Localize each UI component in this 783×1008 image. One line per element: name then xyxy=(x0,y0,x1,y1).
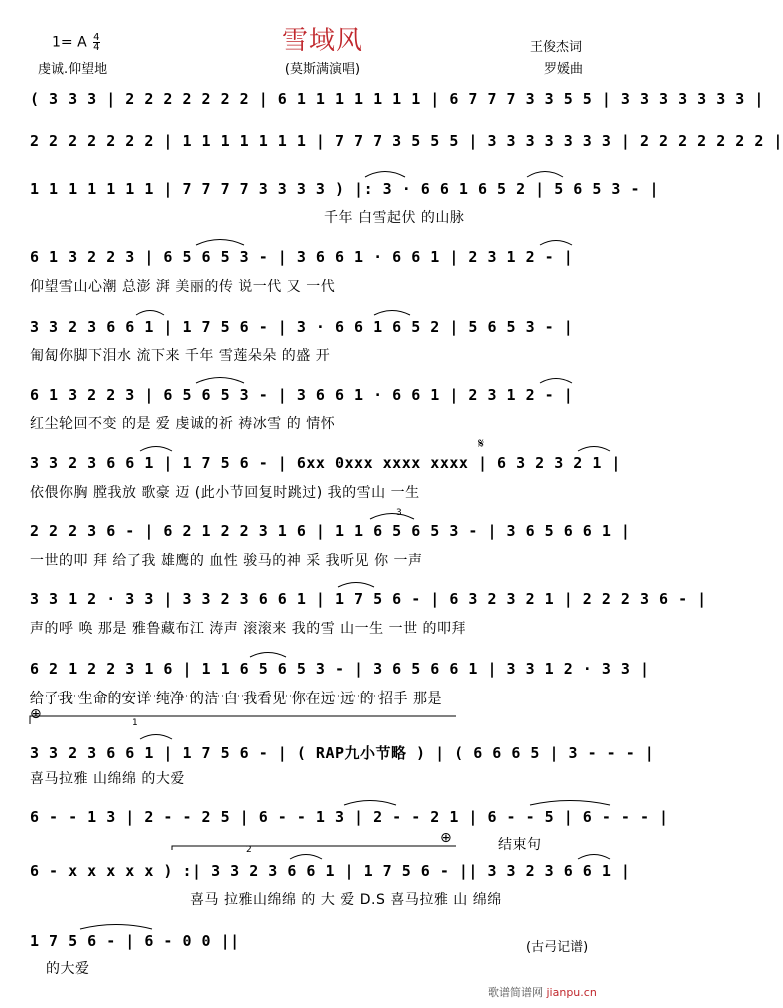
time-top: 4 xyxy=(93,32,100,43)
lyric-line: 给了我 生命的安详 纯净 的洁 白 我看见 你在远 远 的 招手 那是 xyxy=(30,691,443,707)
lyric-line: 一世的叩 拜 给了我 雄鹰的 血性 骏马的神 采 我听见 你 一声 xyxy=(30,553,423,569)
notation-line: 6 1 3 2 2 3 | 6 5 6 5 3 - | 3 6 6 1 · 6 6 1 | 2 3 1 2 - | xyxy=(30,386,574,404)
lyric-line: 声的呼 唤 那是 雅鲁藏布江 涛声 滚滚来 我的雪 山一生 一世 的叩拜 xyxy=(30,621,467,637)
notation-line: 2 2 2 3 6 - | 6 2 1 2 2 3 1 6 | 1 1 6 5 6 5 3 - | 3 6 5 6 6 1 | xyxy=(30,522,631,540)
lyricist: 王俊杰词 xyxy=(530,40,583,55)
tie-arc xyxy=(344,801,396,806)
tie-arc xyxy=(140,447,172,452)
coda-mark-ending: ⊕ xyxy=(440,830,452,846)
tie-arc xyxy=(196,240,244,246)
lyric-line: 匍匐你脚下泪水 流下来 千年 雪莲朵朵 的盛 开 xyxy=(30,348,331,364)
page-subtitle: (莫斯满演唱) xyxy=(284,62,361,77)
notation-line: 3 3 1 2 · 3 3 | 3 3 2 3 6 6 1 | 1 7 5 6 - | 6 3 2 3 2 1 | 2 2 2 3 6 - | xyxy=(30,590,707,608)
time-bottom: 4 xyxy=(93,42,100,53)
tie-arc xyxy=(250,653,286,658)
notation-line: 3 3 2 3 6 6 1 | 1 7 5 6 - | ( RAP九小节略 ) | ( 6 6 6 5 | 3 - - - | xyxy=(30,744,655,762)
tie-arc xyxy=(80,925,152,930)
watermark-url: jianpu.cn xyxy=(546,986,597,999)
tie-arc xyxy=(370,514,414,520)
tie-arc xyxy=(530,801,610,806)
notation-line: 6 2 1 2 2 3 1 6 | 1 1 6 5 6 5 3 - | 3 6 5 6 6 1 | 3 3 1 2 · 3 3 | xyxy=(30,660,650,678)
composer: 罗媛曲 xyxy=(544,62,584,77)
tempo-mark: 虔诚.仰望地 xyxy=(38,62,108,77)
ending-label: 结束句 xyxy=(498,837,542,853)
lyric-line: 喜马拉雅 山绵绵 的大爱 xyxy=(30,771,185,787)
notation-line: 1 7 5 6 - | 6 - 0 0 || xyxy=(30,932,240,950)
tie-arc xyxy=(140,735,172,740)
time-signature xyxy=(93,33,99,52)
triplet-mark: 3 xyxy=(396,508,402,518)
lyric-line: 红尘轮回不变 的是 爱 虔诚的祈 祷冰雪 的 情怀 xyxy=(30,416,336,432)
tie-arc xyxy=(540,241,572,246)
tie-arc xyxy=(374,311,410,316)
key-signature xyxy=(52,33,100,52)
tie-arc xyxy=(136,311,164,316)
notation-line: 3 3 2 3 6 6 1 | 1 7 5 6 - | 6xx 0xxx xxxx xxxx | 6 3 2 3 2 1 | xyxy=(30,454,621,472)
lyric-line: 喜马 拉雅山绵绵 的 大 爱 D.S 喜马拉雅 山 绵绵 xyxy=(190,892,502,908)
site-watermark xyxy=(488,984,597,1000)
tie-arc xyxy=(578,447,610,452)
notation-line: 6 1 3 2 2 3 | 6 5 6 5 3 - | 3 6 6 1 · 6 6 1 | 2 3 1 2 - | xyxy=(30,248,574,266)
coda-mark: ⊕ xyxy=(30,706,42,722)
volta-2-bracket xyxy=(172,846,456,850)
notation-line: 1 1 1 1 1 1 1 | 7 7 7 7 3 3 3 3 ) |: 3 · 6 6 1 6 5 2 | 5 6 5 3 - | xyxy=(30,180,660,198)
watermark-text: 歌谱简谱网 xyxy=(488,986,543,999)
lyric-line: 仰望雪山心潮 总澎 湃 美丽的传 说一代 又 一代 xyxy=(30,279,336,295)
lyric-line: 依偎你胸 膛我放 歌豪 迈 (此小节回复时跳过) 我的雪山 一生 xyxy=(30,485,420,501)
notation-line: 6 - x x x x x ) :| 3 3 2 3 6 6 1 | 1 7 5 6 - || 3 3 2 3 6 6 1 | xyxy=(30,862,631,880)
notation-line: ( 3 3 3 | 2 2 2 2 2 2 2 | 6 1 1 1 1 1 1 1 | 6 7 7 7 3 3 5 5 | 3 3 3 3 3 3 3 | xyxy=(30,90,764,108)
lyric-line: 千年 白雪起伏 的山脉 xyxy=(324,210,465,226)
volta-1-label: 1 xyxy=(132,718,138,728)
notation-line: 2 2 2 2 2 2 2 | 1 1 1 1 1 1 1 | 7 7 7 3 5 5 5 | 3 3 3 3 3 3 3 | 2 2 2 2 2 2 2 | xyxy=(30,132,783,150)
tie-arc xyxy=(527,172,563,178)
tie-arc xyxy=(338,583,374,588)
notation-line: 6 - - 1 3 | 2 - - 2 5 | 6 - - 1 3 | 2 - - 2 1 | 6 - - 5 | 6 - - - | xyxy=(30,808,669,826)
key-label: 1= A xyxy=(52,34,87,51)
page-title: 雪域风 xyxy=(281,26,363,56)
volta-2-label: 2 xyxy=(246,845,252,855)
lyric-line: 的大爱 xyxy=(46,961,90,977)
segno-mark: 𝄋 xyxy=(478,436,485,452)
tie-arc xyxy=(578,855,610,860)
tie-arc xyxy=(290,855,322,860)
tie-arc xyxy=(365,172,405,178)
volta-1-bracket xyxy=(30,716,456,724)
tie-arc xyxy=(540,379,572,384)
transcriber-credit: (古弓记谱) xyxy=(526,940,589,955)
notation-line: 3 3 2 3 6 6 1 | 1 7 5 6 - | 3 · 6 6 1 6 5 2 | 5 6 5 3 - | xyxy=(30,318,574,336)
tie-arc xyxy=(196,378,244,384)
